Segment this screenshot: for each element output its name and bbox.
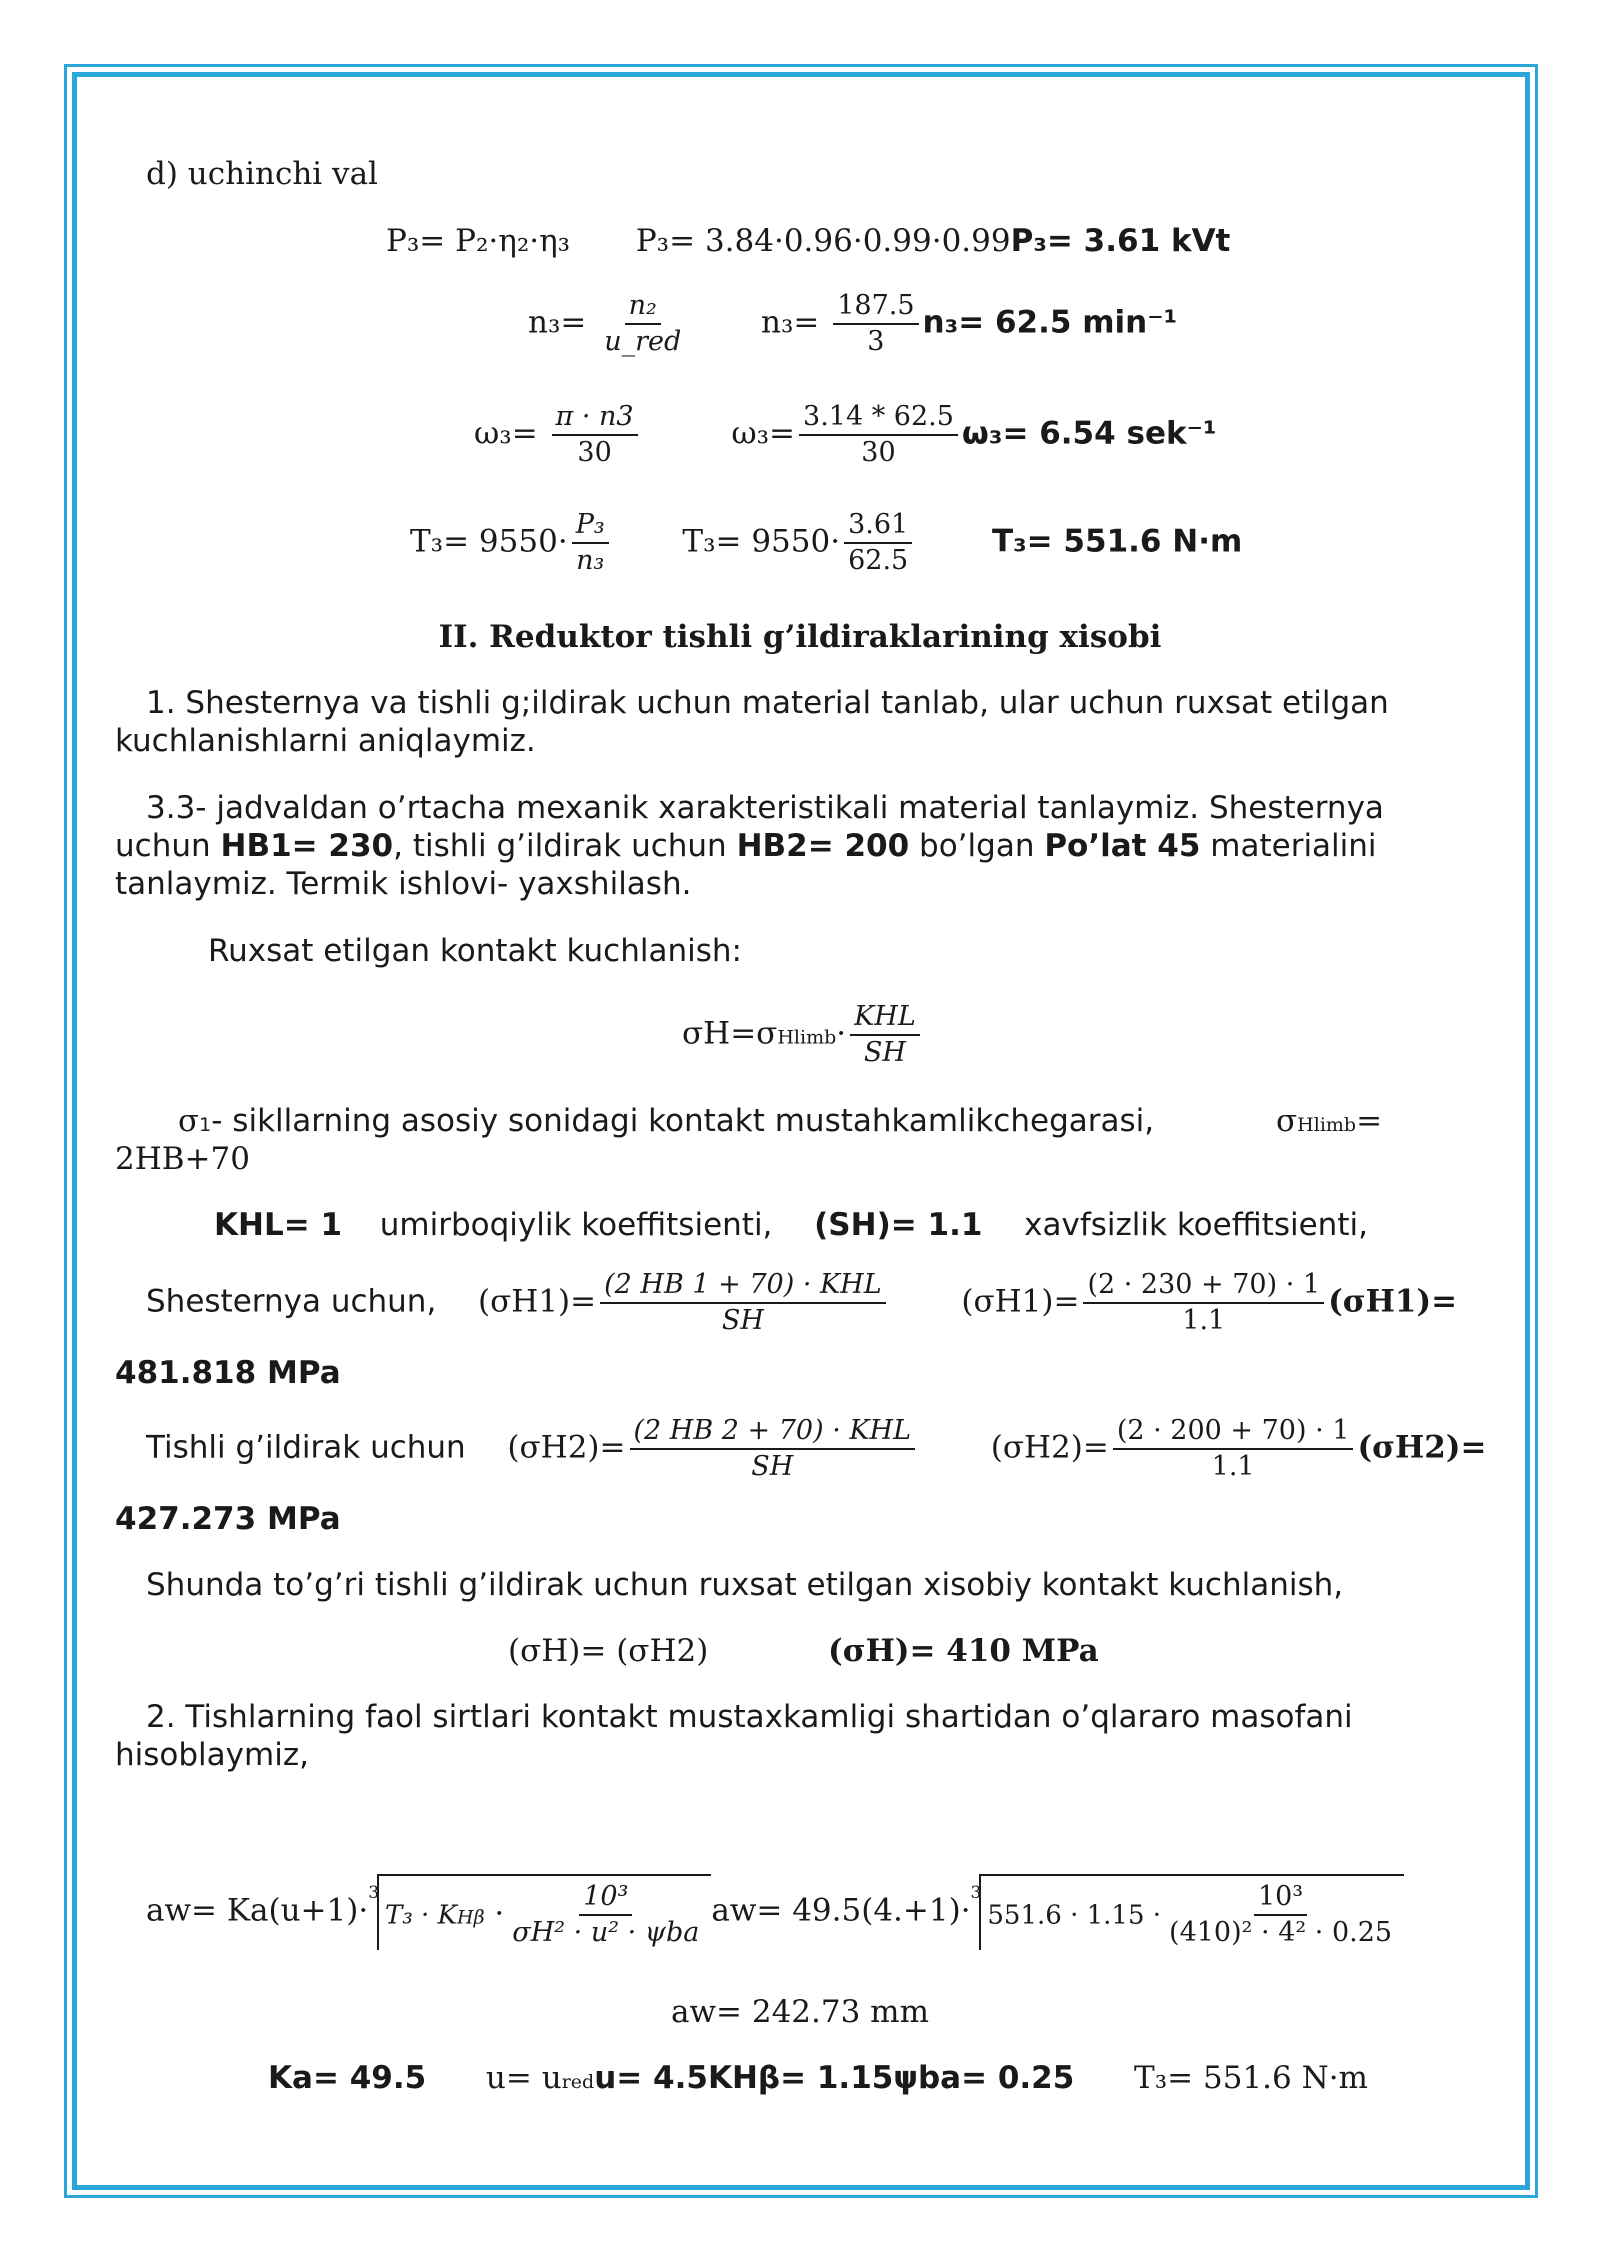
sigma-hlimb-label [1276,1102,1382,1144]
p3-result: P₃= 3.61 kVt [1010,223,1231,259]
shesternya-calc-eq: (σH1)= [961,1283,1080,1320]
t3-num: P₃ [572,508,609,544]
sigmaH-num: KHL [850,1000,920,1036]
aw-formula-line [146,1874,1404,1950]
aw-result: aw= 242.73 mm [671,1994,929,2030]
aw-inner-sub: Hβ [457,1906,485,1929]
shesternya-num: (2 HB 1 + 70) · KHL [600,1268,886,1304]
p2-hb2: HB2= 200 [736,828,910,864]
sh-value: (SH)= 1.1 [814,1207,983,1243]
sigmaH-fraction [850,1000,920,1070]
t3-line [410,508,1242,578]
aw-label: aw= Ka(u+1)· [146,1892,369,1929]
w3-label: ω₃= [474,415,538,452]
w3-line [474,400,1217,470]
shesternya-result-label: (σH1)= [1328,1283,1458,1320]
shesternya-calc-fraction [1083,1268,1324,1338]
aw-calc-fraction [1165,1880,1396,1950]
paragraph-3: 2. Tishlarning faol sirtlari kontakt mustaxkamligi shartidan o’qlararo masofani hisoblaymiz, [115,1699,1353,1773]
shesternya-eq: (σH1)= [478,1283,597,1320]
paragraph-2 [115,789,1485,903]
n3-den: u_red [604,326,682,357]
section-d-title: d) uchinchi val [146,156,378,192]
t3-calc-label: T₃= 9550· [682,523,841,560]
n3-calc-den: 3 [867,326,885,357]
w3-result: ω₃= 6.54 sek⁻¹ [961,415,1217,452]
tishli-label: Tishli g’ildirak uchun [146,1429,466,1466]
n3-num: n₂ [625,289,661,325]
n3-label: n₃= [528,304,587,341]
w3-fraction [552,400,638,470]
t3-fraction [572,508,609,578]
n3-calc-num: 187.5 [833,289,918,325]
n3-line [528,289,1177,359]
t3-label: T₃= 9550· [410,523,568,560]
aw-inner-fraction [508,1880,703,1950]
aw-radical: T₃ · KHβ · $\frac{\text{10³}}{\text{σH² · u² · ψba}}$ [377,1874,711,1950]
p2-material: Po’lat 45 [1044,828,1201,864]
aw-calc-root-index: 3 [970,1883,982,1903]
shesternya-den: SH [721,1305,764,1336]
aw-inner-term: T₃ · K [385,1900,458,1931]
sigma-hlimb-symbol: σ [1276,1103,1298,1139]
shunda-line: Shunda to’g’ri tishli g’ildirak uchun ruxsat etilgan xisobiy kontakt kuchlanish, [146,1567,1344,1603]
tishli-den: SH [751,1451,794,1482]
t3-den: n₃ [576,545,605,576]
t3-calc-fraction [844,508,912,578]
sigma-hlimb-sub: Hlimb [1297,1114,1357,1136]
sigma-hlimb-eq: = [1356,1103,1383,1139]
w3-calc-label: ω₃= [731,415,796,452]
shesternya-calc-num: (2 · 230 + 70) · 1 [1083,1268,1324,1304]
tishli-eq: (σH2)= [507,1429,626,1466]
sigmaH-den: SH [863,1037,906,1068]
t3-final: T₃= 551.6 N·m [1134,2060,1368,2096]
p2-text-c: bo’lgan [909,828,1045,864]
ka-value: Ka= 49.5 [268,2060,427,2096]
tishli-result: 427.273 MPa [115,1501,341,1537]
sigmaH-sub: Hlimb [777,1026,837,1049]
t3-calc-den: 62.5 [848,545,909,576]
sigmaH-label: σH=σ [682,1015,778,1052]
w3-num: π · n3 [552,400,638,436]
p3-calc: P₃= 3.84·0.96·0.99·0.99 [635,223,1011,259]
khl-desc: umirboqiylik koeffitsienti, [379,1207,773,1243]
w3-calc-den: 30 [861,437,896,468]
t3-result: T₃= 551.6 N·m [991,523,1243,560]
sh-desc: xavfsizlik koeffitsienti, [1024,1207,1368,1243]
sigma1-sub: 1 [199,1114,212,1136]
sigma-hlimb-value: 2HB+70 [115,1141,250,1177]
tishli-calc-den: 1.1 [1211,1451,1255,1482]
tishli-fraction [630,1414,916,1484]
aw-calc-den: (410)² · 4² · 0.25 [1169,1917,1393,1948]
sigmaH-result: (σH)= 410 MPa [828,1633,1099,1669]
section-2-heading: II. Reduktor tishli g’ildiraklarining xisobi [438,619,1162,655]
tishli-calc-eq: (σH2)= [990,1429,1109,1466]
shesternya-calc-den: 1.1 [1182,1305,1226,1336]
paragraph-1: 1. Shesternya va tishli g;ildirak uchun material tanlab, ular uchun ruxsat etilgan kuchlanishlarni aniqlaymiz. [115,685,1389,759]
sigma1-line [178,1102,1154,1144]
tishli-calc-fraction [1113,1414,1354,1484]
shesternya-line [146,1268,1457,1338]
p3-formula-line [386,222,1230,260]
u-params: u= 4.5KHβ= 1.15ψba= 0.25 [594,2060,1075,2096]
n3-calc-fraction [833,289,918,359]
tishli-result-label: (σH2)= [1357,1429,1487,1466]
aw-root-index: 3 [368,1883,380,1903]
u-label: u= u [485,2060,562,2096]
sigmaH-formula: σH=σHlimb· $\frac{\text{KHL}}{SH}$ [682,1000,924,1070]
n3-calc-label: n₃= [761,304,820,341]
t3-calc-num: 3.61 [844,508,912,544]
p2-hb1: HB1= 230 [220,828,394,864]
n3-result: n₃= 62.5 min⁻¹ [922,304,1178,341]
aw-calc-term: 551.6 · 1.15 · [987,1900,1162,1931]
p2-text-b: , tishli g’ildirak uchun [393,828,737,864]
tishli-num: (2 HB 2 + 70) · KHL [630,1414,916,1450]
w3-den: 30 [577,437,612,468]
shesternya-fraction [600,1268,886,1338]
aw-calc-radical [979,1874,1404,1950]
aw-inner-num: 10³ [579,1880,632,1916]
params-line [268,2059,1368,2101]
khl-value: KHL= 1 [214,1207,343,1243]
sigma1-text: - sikllarning asosiy sonidagi kontakt mustahkamlikchegarasi, [211,1103,1155,1139]
tishli-calc-num: (2 · 200 + 70) · 1 [1113,1414,1354,1450]
ruxsat-line: Ruxsat etilgan kontakt kuchlanish: [208,933,742,969]
khl-sh-line [214,1206,1368,1244]
p2-text-a: 3.3- jadvaldan o’rtacha mexanik xarakteristikali material tanlaymiz. Shesternya uchun [115,790,1384,864]
n3-fraction [600,289,685,359]
shesternya-label: Shesternya uchun, [146,1283,437,1320]
sigmaH-eq-line [508,1632,1099,1670]
aw-inner-den: σH² · u² · ψba [512,1917,700,1948]
shesternya-result: 481.818 MPa [115,1355,341,1391]
aw-calc-label: aw= 49.5(4.+1)· [711,1892,971,1929]
aw-calc-num: 10³ [1254,1880,1307,1916]
p2-text-d: materialini tanlaymiz. Termik ishlovi- yaxshilash. [115,828,1377,902]
w3-calc-fraction [799,400,958,470]
tishli-line [146,1414,1486,1484]
sigma1-symbol: σ [178,1103,200,1139]
p3-formula: P₃= P₂·η₂·η₃ [386,223,571,259]
w3-calc-num: 3.14 * 62.5 [799,400,958,436]
u-sub: red [561,2071,595,2093]
sigmaH-eq: (σH)= (σH2) [508,1633,709,1669]
